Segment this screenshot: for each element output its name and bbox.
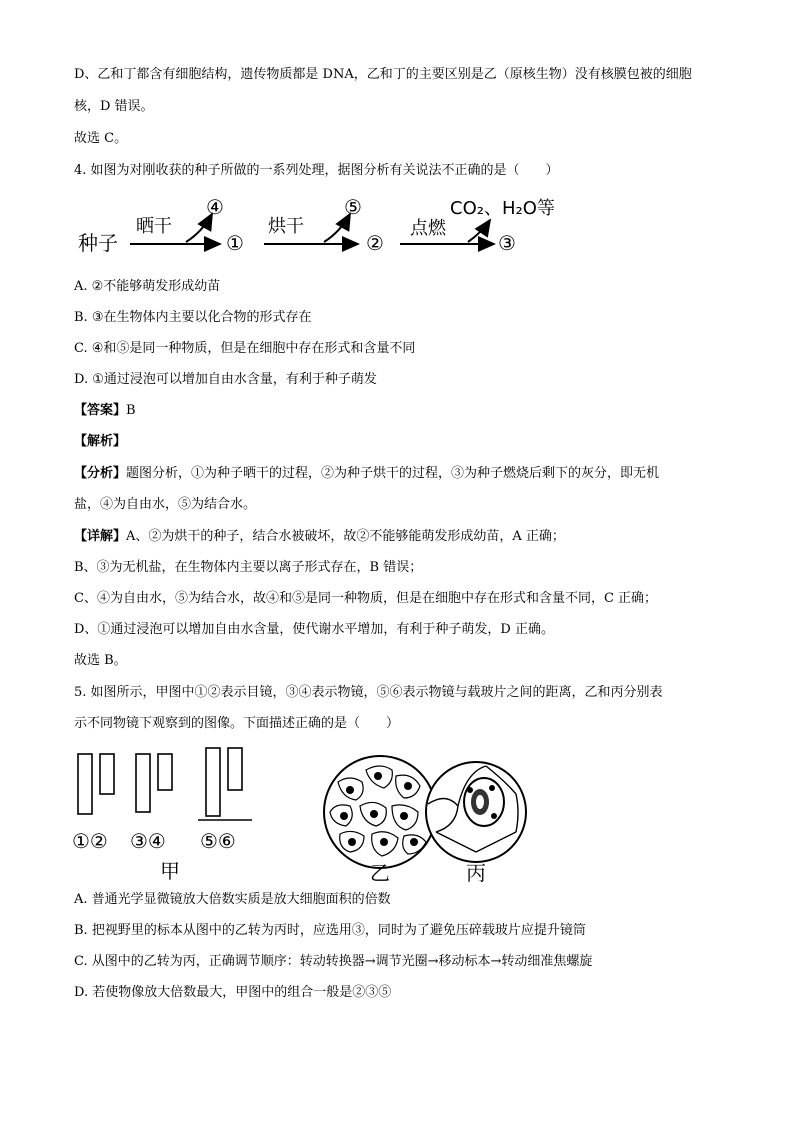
q4-detail-a [74,528,565,546]
q4-answer [74,402,136,420]
q4-detail-c: C、④为自由水，⑤为结合水，故④和⑤是同一种物质，但是在细胞中存在形式和含量不同，C 正确； [74,591,658,606]
q4-detail-a-text: A、②为烘干的种子，结合水被破坏，故②不能够能萌发形成幼苗，A 正确； [126,529,565,544]
q4-step3-label: 点燃 [410,218,446,239]
q4-detail-label: 【详解】 [74,529,127,544]
view-bing [426,762,526,862]
q5-stem-line1: 5. 如图所示，甲图中①②表示目镜，③④表示物镜，⑤⑥表示物镜与载玻片之间的距离，乙和丙分别表 [74,685,663,700]
q4-seed-label: 种子 [78,231,118,255]
q5-option-b: B. 把视野里的标本从图中的乙转为丙时，应选用③，同时为了避免压碎载玻片应提升镜筒 [74,923,586,938]
q5-stem-line2: 示不同物镜下观察到的图像。下面描述正确的是（ ） [74,716,400,731]
label-jia: 甲 [160,859,180,883]
q4-conclusion: 故选 B。 [74,653,127,668]
q4-analysis-1a [74,465,659,483]
q4-analysis-1b: 盐，④为自由水，⑤为结合水。 [74,497,257,512]
lens-4 [158,754,172,790]
label-bing: 丙 [466,861,486,885]
prev-option-d-line1: D、乙和丁都含有细胞结构，遗传物质都是 DNA，乙和丁的主要区别是乙（原核生物）没有核膜包被的细胞 [74,67,692,82]
prev-conclusion: 故选 C。 [74,131,128,146]
q4-analysis-1a-text: 题图分析，①为种子晒干的过程，②为种子烘干的过程，③为种子燃烧后剩下的灰分，即无机 [126,466,660,481]
lens-2 [100,754,114,794]
q4-node-3: ③ [498,231,516,255]
q5-option-c: C. 从图中的乙转为丙，正确调节顺序：转动转换器→调节光圈→移动标本→转动细准焦螺旋 [74,954,593,969]
q4-products-label: CO₂、H₂O等 [450,198,555,219]
q4-stem: 4. 如图为对刚收获的种子所做的一系列处理，据图分析有关说法不正确的是（ ） [74,163,559,178]
q5-option-d: D. 若使物像放大倍数最大，甲图中的组合一般是②③⑤ [74,985,392,1000]
q4-option-b: B. ③在生物体内主要以化合物的形式存在 [74,310,312,325]
lens-5 [206,748,220,816]
label-34: ③④ [130,829,166,853]
q4-option-d: D. ①通过浸泡可以增加自由水含量，有利于种子萌发 [74,372,377,387]
q4-diagram [74,192,594,264]
q4-step2-label: 烘干 [268,216,304,237]
q4-analysis-heading: 【解析】 [74,434,127,449]
prev-option-d-line2: 核，D 错误。 [74,99,154,114]
view-yi [324,756,436,868]
q5-option-a: A. 普通光学显微镜放大倍数实质是放大细胞面积的倍数 [74,892,391,907]
label-56: ⑤⑥ [200,829,236,853]
q4-branch-arrow-products [468,220,490,242]
q4-step1-label: 晒干 [136,216,172,237]
q4-node-4: ④ [206,195,224,219]
q4-node-5: ⑤ [344,195,362,219]
q4-detail-b: B、③为无机盐，在生物体内主要以离子形式存在，B 错误； [74,560,423,575]
lens-6 [228,748,242,790]
q4-option-c: C. ④和⑤是同一种物质，但是在细胞中存在形式和含量不同 [74,341,416,356]
label-12: ①② [72,829,108,853]
q4-answer-value: B [126,403,136,418]
lens-3 [136,754,150,812]
lens-1 [78,754,92,814]
q5-figure [70,742,530,886]
q4-analysis-label: 【分析】 [74,466,127,481]
q4-answer-label: 【答案】 [74,403,127,418]
q4-detail-d: D、①通过浸泡可以增加自由水含量，使代谢水平增加，有利于种子萌发，D 正确。 [74,622,554,637]
q4-option-a: A. ②不能够萌发形成幼苗 [74,279,221,294]
label-yi: 乙 [370,861,390,885]
q4-node-2: ② [366,231,384,255]
q4-node-1: ① [226,231,244,255]
